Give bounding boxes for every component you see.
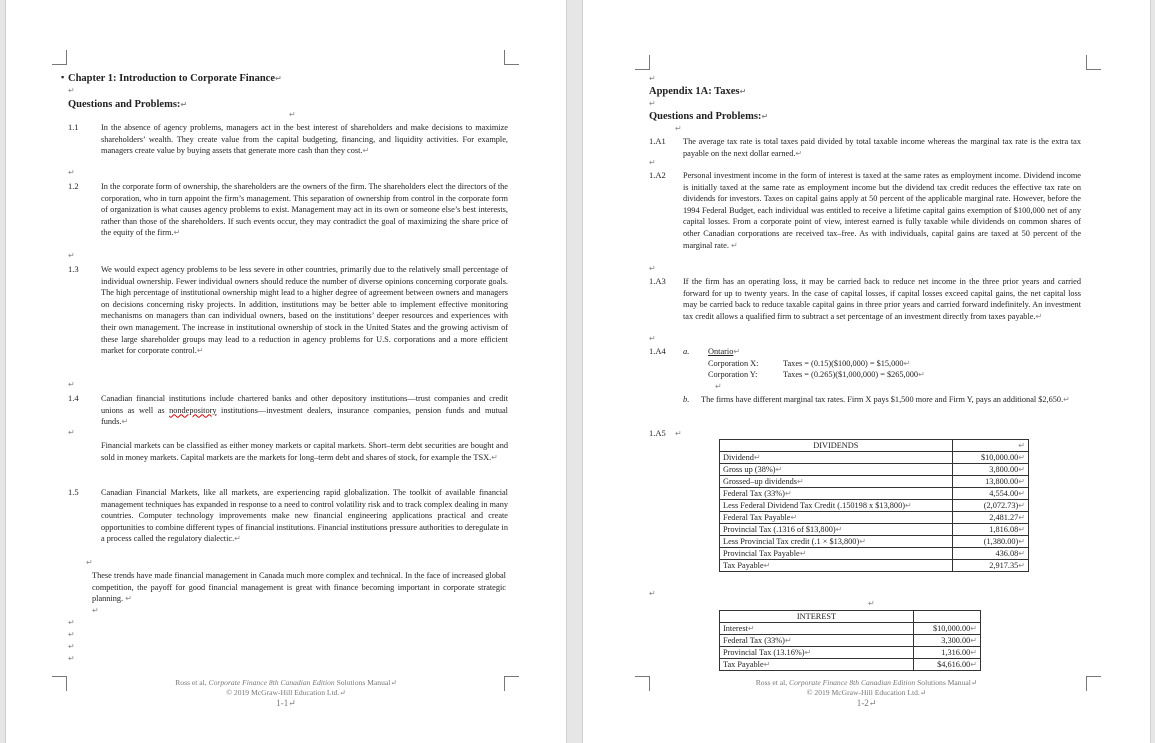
row-label[interactable]: Federal Tax Payable↵ [720,512,953,524]
appendix-title[interactable]: Appendix 1A: Taxes↵ [649,86,747,97]
answer-1-5[interactable]: Canadian Financial Markets, like all markets, are experiencing rapid globalization. The toolkit of available financial management techniques has expanded in response to a need to control volatility risk and to track complex dealing in many countries. Computer technology improvements make new financial engineering applications practical and create opportunities to combine different types of financial institutions. Financial institutions pressure authorities to deregulate in a process called the regulatory dialectic.↵ [101,488,508,544]
row-value[interactable]: 2,917.35↵ [952,560,1028,572]
row-value[interactable]: 1,316.00↵ [914,647,981,659]
question-number: 1.2 [68,181,79,191]
paragraph-mark-icon: ↵ [68,428,75,437]
table-row [720,635,981,647]
financial-markets-paragraph[interactable]: Financial markets can be classified as either money markets or capital markets. Short–term debt securities are bought and sold in money markets. Capital markets are the markets for long–term debt and shares of stock, for example the TSX.↵ [101,441,508,462]
table-row [720,659,981,671]
row-label[interactable]: Federal Tax (33%)↵ [720,488,953,500]
row-label[interactable]: Dividend↵ [720,452,953,464]
row-value[interactable]: 3,300.00↵ [914,635,981,647]
row-value[interactable]: $4,616.00↵ [914,659,981,671]
paragraph-mark-icon: ↵ [868,599,875,608]
trends-paragraph[interactable]: These trends have made financial management in Canada much more complex and technical. In the face of increased global competition, the payoff for good financial management is great with finance becoming important in corporate strategic planning. ↵ [92,571,506,604]
chapter-title[interactable]: Chapter 1: Introduction to Corporate Finance↵ [68,73,282,84]
table-row [720,452,1029,464]
row-label[interactable]: Provincial Tax (.1316 of $13,800)↵ [720,524,953,536]
row-value[interactable]: 2,481.27↵ [952,512,1028,524]
row-label[interactable]: Grossed–up dividends↵ [720,476,953,488]
question-number: 1.A4 [649,346,666,356]
part-a-content[interactable]: Ontario↵ Corporation X: Taxes = (0.15)($100,000) = $15,000↵ Corporation Y: Taxes = (0.265)($1,000,000) = $265,000↵ [708,346,1088,381]
question-number: 1.3 [68,264,79,274]
row-value[interactable]: (2,072.73)↵ [952,500,1028,512]
questions-heading[interactable]: Questions and Problems:↵ [649,111,769,122]
dividends-table [719,439,1029,572]
table-row [720,536,1029,548]
paragraph-mark-icon: ↵ [675,124,682,133]
table-row [720,524,1029,536]
answer-1-a3[interactable]: If the firm has an operating loss, it may be carried back to reduce net income in the three prior years and carried forward for up to twenty years. In the case of capital losses, if capital losses exceed capital gains, the net capital loss may be carried back to reduce taxable capital gains in three prior years and carried forward indefinitely. An investment tax credit allows a qualified firm to subtract a set percentage of an investment directly from taxes payable.↵ [683,277,1081,321]
row-value[interactable]: 3,800.00↵ [952,464,1028,476]
row-label[interactable]: Provincial Tax Payable↵ [720,548,953,560]
row-value[interactable]: 4,554.00↵ [952,488,1028,500]
answer-1-a1[interactable]: The average tax rate is total taxes paid divided by total taxable income whereas the marginal tax rate is the extra tax payable on the next dollar earned.↵ [683,137,1081,158]
paragraph-mark-icon: ↵ [649,334,656,343]
question-number: 1.A3 [649,276,666,286]
table-row [720,512,1029,524]
row-label[interactable]: Gross up (38%)↵ [720,464,953,476]
row-value[interactable]: 436.08↵ [952,548,1028,560]
dividends-table-body [720,452,1029,572]
table-row [720,500,1029,512]
question-number: 1.4 [68,393,79,403]
answer-1-3[interactable]: We would expect agency problems to be less severe in other countries, primarily due to the relatively small percentage of individual ownership. Fewer individual owners should reduce the number of diverse opinions concerning corporate goals. The high percentage of institutional ownership might lead to a higher degree of agreement between owners and managers on decisions concerning risky projects. In addition, institutions may be better able to implement effective monitoring mechanisms on managers than can individual owners, based on the institutions’ deeper resources and experiences with their own management. The increase in institutional ownership of stock in the United States and the growing activism of these large shareholder groups may lead to a reduction in agency problems for U.S. corporations and a more efficient market for corporate control.↵ [101,265,508,356]
questions-heading[interactable]: Questions and Problems:↵ [68,99,188,110]
row-label[interactable]: Tax Payable↵ [720,659,914,671]
paragraph-mark-icon: ↵ [649,99,656,108]
footer-copyright: © 2019 McGraw-Hill Education Ltd.↵ [226,688,346,697]
paragraph-mark-icon: ↵ [649,158,656,167]
table-row [720,464,1029,476]
interest-table-body [720,623,981,671]
paragraph-mark-icon: ↵ [68,642,75,651]
dividends-table-header: DIVIDENDS [720,440,953,452]
part-b-label: b. [683,394,690,404]
paragraph-mark-icon: ↵ [68,630,75,639]
answer-1-1[interactable]: In the absence of agency problems, managers act in the best interest of shareholders and make decisions to maximize shareholders’ wealth. They create value from the capital budgeting, financing, and liquidity activities. For example, managers create value by buying assets that generate more cash than they cost.↵ [101,123,508,156]
footer-copyright: © 2019 McGraw-Hill Education Ltd.↵ [806,688,927,697]
table-row [720,548,1029,560]
page-footer [583,678,1150,708]
footer-page-number: 1-2↵ [856,698,877,708]
paragraph-mark-icon: ↵ [68,654,75,663]
paragraph-mark-icon: ↵ [649,74,656,83]
row-value[interactable]: $10,000.00↵ [952,452,1028,464]
interest-table [719,610,981,671]
row-label[interactable]: Federal Tax (33%)↵ [720,635,914,647]
paragraph-mark-icon: ↵ [86,558,93,567]
ontario-heading: Ontario [708,347,734,356]
paragraph-mark-icon: ↵ [289,110,296,119]
paragraph-mark-icon: ↵ [68,86,75,95]
question-number: 1.A2 [649,170,666,180]
row-value[interactable]: 1,816.08↵ [952,524,1028,536]
corporation-x-line: Corporation X: Taxes = (0.15)($100,000) = $15,000↵ [708,358,911,368]
bullet-icon: ▪ [61,72,65,82]
paragraph-mark-icon: ↵ [68,618,75,627]
crop-mark-top-right [504,50,519,65]
row-label[interactable]: Less Provincial Tax credit (.1 × $13,800)↵ [720,536,953,548]
part-b-content[interactable]: The firms have different marginal tax rates. Firm X pays $1,500 more and Firm Y, pays an additional $2,650.↵ [701,395,1070,404]
paragraph-mark-icon: ↵ [68,251,75,260]
row-label[interactable]: Interest↵ [720,623,914,635]
dividends-table-header-blank: ↵ [952,440,1028,452]
answer-1-a2[interactable]: Personal investment income in the form of interest is taxed at the same rates as employment income. Dividend income is initially taxed at the same rate as employment income but the dividend tax credit reduces the effective tax rate on dividends for investors. Taxes on capital gains apply at 50 percent of the applicable marginal rate. However, before the 1994 Federal Budget, each individual was entitled to receive a lifetime capital gains exemption of $100,000 net of any capital losses. From a corporate point of view, interest earned is fully taxable while dividends on common shares of other Canadian corporations are received tax–free. As with individuals, capital gains are taxed at 50 percent of the marginal rate. ↵ [683,171,1081,250]
document-page-1 [6,0,566,743]
row-label[interactable]: Tax Payable↵ [720,560,953,572]
row-label[interactable]: Provincial Tax (13.16%)↵ [720,647,914,659]
footer-citation: Ross et al, Corporate Finance 8th Canadian Edition Solutions Manual↵ [175,678,397,687]
paragraph-mark-icon: ↵ [68,168,75,177]
crop-mark-top-left [635,55,650,70]
question-number: 1.A1 [649,136,666,146]
crop-mark-top-right [1086,55,1101,70]
table-row [720,623,981,635]
paragraph-mark-icon: ↵ [649,264,656,273]
row-value[interactable]: 13,800.00↵ [952,476,1028,488]
paragraph-mark-icon: ↵ [68,380,75,389]
footer-page-number: 1-1↵ [276,698,296,708]
table-row [720,488,1029,500]
answer-1-2[interactable]: In the corporate form of ownership, the shareholders are the owners of the firm. The shareholders elect the directors of the corporation, who in turn appoint the firm’s management. This separation of ownership from control in the corporate form of organization is what causes agency problems to exist. Management may act in its own or someone else’s best interests, rather than those of the shareholders. If such events occur, they may contradict the goal of maximizing the share price of the equity of the firm.↵ [101,182,508,238]
page-footer [6,678,566,708]
part-a-label: a. [683,346,690,356]
table-row [720,647,981,659]
crop-mark-top-left [52,50,67,65]
paragraph-mark-icon: ↵ [675,429,682,438]
footer-citation: Ross et al, Corporate Finance 8th Canadian Edition Solutions Manual↵ [755,678,978,687]
spelling-error-word: nondepository [169,405,217,415]
paragraph-mark-icon: ↵ [92,606,99,615]
table-row [720,476,1029,488]
row-value[interactable]: (1,380.00)↵ [952,536,1028,548]
interest-table-header: INTEREST [720,611,914,623]
table-row [720,560,1029,572]
row-value[interactable]: $10,000.00↵ [914,623,981,635]
question-number: 1.5 [68,487,79,497]
paragraph-mark-icon: ↵ [715,382,722,391]
answer-1-4[interactable]: Canadian financial institutions include chartered banks and other depository institutions—trust companies and credit unions as well as nondepository institutions—investment dealers, insurance companies, pension funds and mutual funds.↵ [101,394,508,427]
question-number: 1.A5 [649,428,666,438]
row-label[interactable]: Less Federal Dividend Tax Credit (.150198 x $13,800)↵ [720,500,953,512]
interest-table-header-blank [914,611,981,623]
document-page-2 [583,0,1150,743]
corporation-y-line: Corporation Y: Taxes = (0.265)($1,000,000) = $265,000↵ [708,370,925,380]
question-number: 1.1 [68,122,79,132]
paragraph-mark-icon: ↵ [649,589,656,598]
